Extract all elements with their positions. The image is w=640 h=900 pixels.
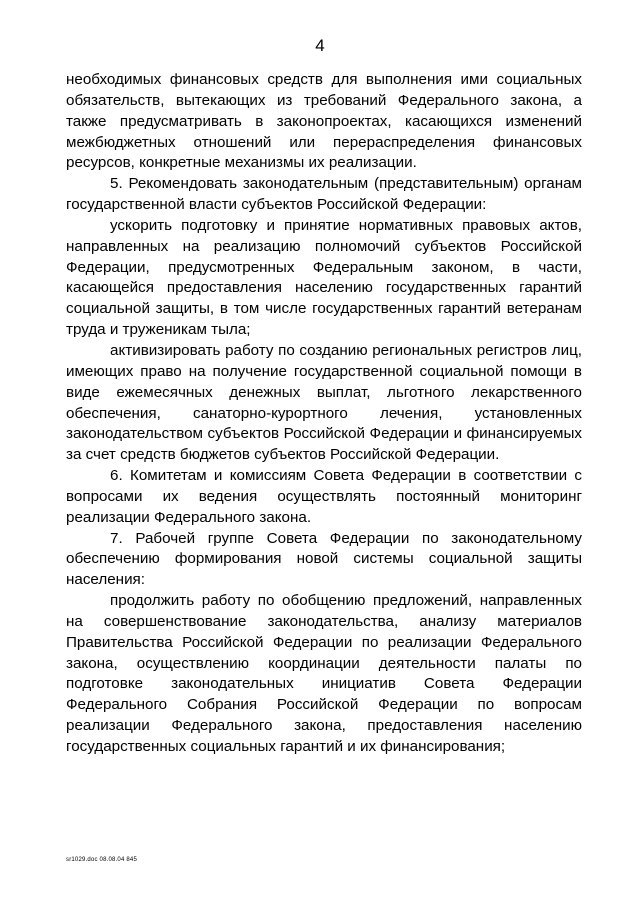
file-footer: sr1029.doc 08.08.04 845 (66, 857, 137, 863)
paragraph-continuation: необходимых финансовых средств для выполнения ими социальных обязательств, вытекающих из требований Федерального закона, а также предусматривать в законопроектах, касающихся изменений межбюджетных отношений или перераспределения финансовых ресурсов, конкретные механизмы их реализации. (66, 71, 582, 172)
paragraph-item-7-continue-work: продолжить работу по обобщению предложений, направленных на совершенствование законодательства, анализу материалов Правительства Российской Федерации по реализации Федерального закона, осуществлению координации деятельности палаты по подготовке законодательных инициатив Совета Федерации Федерального Собрания Российской Федерации по вопросам реализации Федерального закона, предоставления населению государственных социальных гарантий и их финансирования; (66, 592, 582, 755)
paragraph-item-6: 6. Комитетам и комиссиям Совета Федерации в соответствии с вопросами их ведения осуществлять постоянный мониторинг реализации Федерального закона. (66, 467, 582, 526)
paragraph-item-5: 5. Рекомендовать законодательным (представительным) органам государственной власти субъектов Российской Федерации: (66, 175, 582, 214)
paragraph-item-5-accelerate: ускорить подготовку и принятие нормативных правовых актов, направленных на реализацию полномочий субъектов Российской Федерации, предусмотренных Федеральным законом, в части, касающейся предоставления населению государственных гарантий социальной защиты, в том числе государственных гарантий ветеранам труда и труженикам тыла; (66, 216, 582, 339)
page-number: 4 (315, 36, 325, 55)
paragraph-item-5-registers: активизировать работу по созданию региональных регистров лиц, имеющих право на получение государственной социальной помощи в виде ежемесячных денежных выплат, льготного лекарственного обеспечения, санаторно-курортного лечения, установленных законодательством субъектов Российской Федерации и финансируемых за счет средств бюджетов субъектов Российской Федерации. (66, 341, 582, 464)
document-body (66, 70, 582, 758)
paragraph-item-7: 7. Рабочей группе Совета Федерации по законодательному обеспечению формирования новой системы социальной защиты населения: (66, 529, 582, 589)
